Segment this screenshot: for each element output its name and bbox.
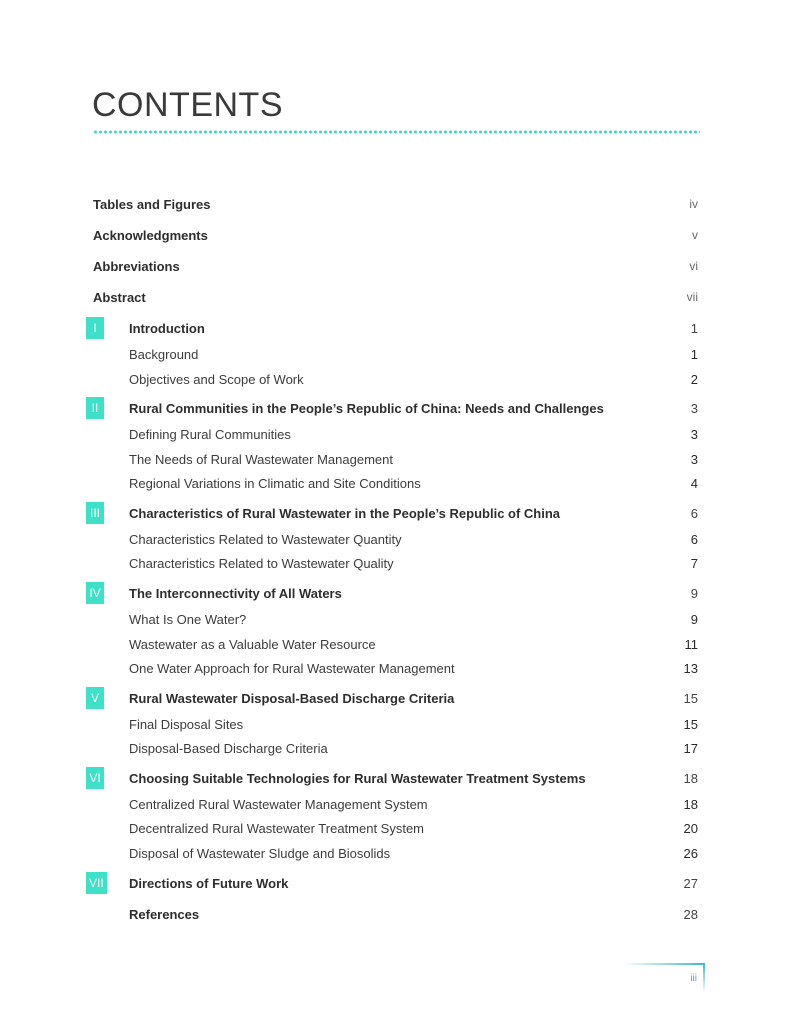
toc-label: Choosing Suitable Technologies for Rural Wastewater Treatment Systems bbox=[129, 771, 586, 786]
toc-section[interactable] bbox=[0, 796, 791, 814]
toc-section[interactable] bbox=[0, 371, 791, 389]
toc-page: 1 bbox=[690, 321, 698, 336]
toc-label: Abstract bbox=[93, 290, 146, 305]
toc-label: Final Disposal Sites bbox=[129, 717, 244, 732]
toc-label: Characteristics Related to Wastewater Quantity bbox=[129, 532, 402, 547]
toc-chapter[interactable] bbox=[0, 770, 791, 788]
toc-section[interactable] bbox=[0, 636, 791, 654]
toc-label: Characteristics Related to Wastewater Quality bbox=[129, 556, 394, 571]
toc-label: Background bbox=[129, 347, 199, 362]
toc-label: References bbox=[129, 907, 200, 922]
toc-section[interactable] bbox=[0, 740, 791, 758]
toc-entry-references[interactable] bbox=[0, 906, 791, 924]
toc-page: 1 bbox=[690, 347, 698, 362]
toc-label: The Interconnectivity of All Waters bbox=[129, 586, 342, 601]
toc-page: vi bbox=[689, 259, 698, 273]
toc-page: 6 bbox=[690, 506, 698, 521]
chapter-number-badge: VII bbox=[86, 872, 107, 894]
toc-section[interactable] bbox=[0, 555, 791, 573]
toc-label: Characteristics of Rural Wastewater in the People’s Republic of China bbox=[129, 506, 561, 521]
toc-section[interactable] bbox=[0, 820, 791, 838]
toc-chapter[interactable] bbox=[0, 400, 791, 418]
toc-label: What Is One Water? bbox=[129, 612, 247, 627]
toc-section[interactable] bbox=[0, 475, 791, 493]
toc-entry-front[interactable] bbox=[0, 196, 791, 214]
toc-page: 9 bbox=[690, 612, 698, 627]
toc-label: Tables and Figures bbox=[93, 197, 211, 212]
toc-chapter[interactable] bbox=[0, 505, 791, 523]
toc-label: Directions of Future Work bbox=[129, 876, 289, 891]
toc-entry-front[interactable] bbox=[0, 289, 791, 307]
toc-page: 3 bbox=[690, 452, 698, 467]
toc-page: 2 bbox=[690, 372, 698, 387]
toc-chapter[interactable] bbox=[0, 320, 791, 338]
toc-page: 13 bbox=[683, 661, 698, 676]
toc-page: v bbox=[692, 228, 698, 242]
toc-page: 4 bbox=[690, 476, 698, 491]
toc-page: iv bbox=[689, 197, 698, 211]
toc-section[interactable] bbox=[0, 611, 791, 629]
toc-page: 27 bbox=[683, 876, 698, 891]
toc-label: Acknowledgments bbox=[93, 228, 208, 243]
toc-page: 3 bbox=[690, 401, 698, 416]
toc-section[interactable] bbox=[0, 346, 791, 364]
toc-section[interactable] bbox=[0, 716, 791, 734]
toc-page: 7 bbox=[690, 556, 698, 571]
toc-chapter[interactable] bbox=[0, 690, 791, 708]
toc-page: vii bbox=[686, 290, 698, 304]
toc-label: Rural Communities in the People’s Republic of China: Needs and Challenges bbox=[129, 401, 604, 416]
toc-entry-front[interactable] bbox=[0, 258, 791, 276]
toc-page: 6 bbox=[690, 532, 698, 547]
toc-label: Centralized Rural Wastewater Management System bbox=[129, 797, 428, 812]
page-number: iii bbox=[690, 973, 697, 984]
chapter-number-badge: III bbox=[86, 502, 104, 524]
toc-label: Defining Rural Communities bbox=[129, 427, 291, 442]
toc-entry-front[interactable] bbox=[0, 227, 791, 245]
footer-rule bbox=[622, 963, 705, 965]
footer-rule-tick bbox=[703, 963, 705, 993]
toc-label: Introduction bbox=[129, 321, 205, 336]
toc-page: 26 bbox=[683, 846, 698, 861]
dotted-divider bbox=[93, 130, 700, 134]
toc-chapter[interactable] bbox=[0, 875, 791, 893]
toc-section[interactable] bbox=[0, 660, 791, 678]
toc-label: Rural Wastewater Disposal-Based Discharge Criteria bbox=[129, 691, 455, 706]
toc-page: 28 bbox=[683, 907, 698, 922]
toc-label: Disposal-Based Discharge Criteria bbox=[129, 741, 328, 756]
toc-page: 3 bbox=[690, 427, 698, 442]
page-title: CONTENTS bbox=[92, 86, 283, 124]
toc-page: 17 bbox=[683, 741, 698, 756]
chapter-number-badge: II bbox=[86, 397, 104, 419]
toc-page: 18 bbox=[683, 797, 698, 812]
toc-label: Objectives and Scope of Work bbox=[129, 372, 304, 387]
toc-section[interactable] bbox=[0, 426, 791, 444]
toc-label: Decentralized Rural Wastewater Treatment System bbox=[129, 821, 425, 836]
toc-section[interactable] bbox=[0, 531, 791, 549]
chapter-number-badge: V bbox=[86, 687, 104, 709]
toc-page: 20 bbox=[683, 821, 698, 836]
toc-page: 9 bbox=[690, 586, 698, 601]
chapter-number-badge: IV bbox=[86, 582, 104, 604]
chapter-number-badge: I bbox=[86, 317, 104, 339]
toc-label: Regional Variations in Climatic and Site Conditions bbox=[129, 476, 421, 491]
toc-page: 18 bbox=[683, 771, 698, 786]
toc-page: 15 bbox=[683, 691, 698, 706]
toc-section[interactable] bbox=[0, 845, 791, 863]
toc-label: The Needs of Rural Wastewater Management bbox=[129, 452, 393, 467]
toc-page: 15 bbox=[683, 717, 698, 732]
toc-section[interactable] bbox=[0, 451, 791, 469]
toc-chapter[interactable] bbox=[0, 585, 791, 603]
toc-label: Disposal of Wastewater Sludge and Biosolids bbox=[129, 846, 391, 861]
toc-label: Wastewater as a Valuable Water Resource bbox=[129, 637, 376, 652]
toc-label: One Water Approach for Rural Wastewater Management bbox=[129, 661, 455, 676]
toc-label: Abbreviations bbox=[93, 259, 180, 274]
chapter-number-badge: VI bbox=[86, 767, 104, 789]
toc-page: 11 bbox=[684, 637, 698, 652]
